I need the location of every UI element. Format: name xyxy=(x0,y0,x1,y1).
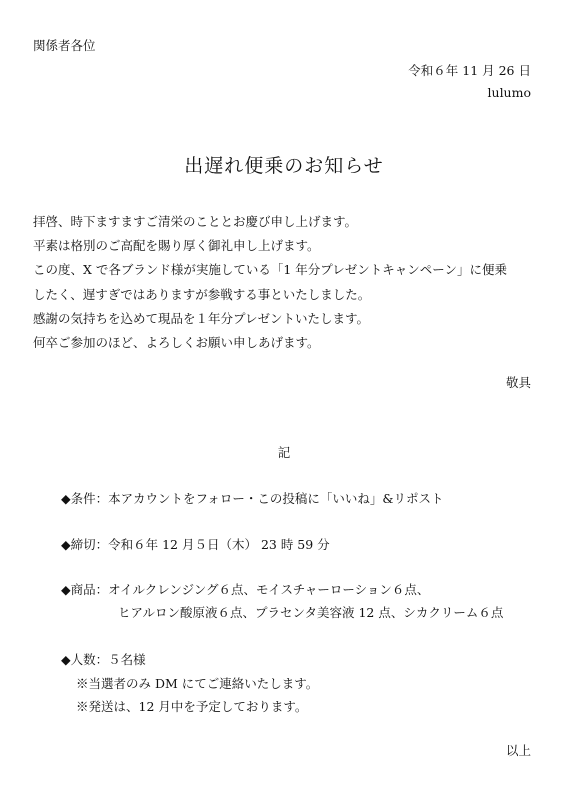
item-conditions: ◆条件：本アカウントをフォロー・この投稿に「いいね」&リポスト xyxy=(61,491,444,506)
note-shipping: ※発送は、12 月中を予定しております。 xyxy=(76,699,308,714)
item-prizes-line2: ヒアルロン酸原液６点、プラセンタ美容液 12 点、シカクリーム６点 xyxy=(118,605,504,620)
body-line: この度、X で各ブランド様が実施している「1 年分プレゼントキャンペーン」に便乗 xyxy=(33,262,508,278)
letter-title: 出遅れ便乗のお知らせ xyxy=(184,155,384,177)
body-line: 感謝の気持ちを込めて現品を１年分プレゼントいたします。 xyxy=(33,310,370,326)
item-deadline: ◆締切：令和６年 12 月５日（木） 23 時 59 分 xyxy=(61,537,330,552)
closing-keigu: 敬具 xyxy=(505,375,531,390)
item-prizes-line1: ◆商品：オイルクレンジング６点、モイスチャーローション６点、 xyxy=(61,582,430,597)
body-line: 何卒ご参加のほど、よろしくお願い申しあげます。 xyxy=(33,334,320,350)
body-line: 拝啓、時下ますますご清栄のこととお慶び申し上げます。 xyxy=(33,214,358,229)
letter-body xyxy=(33,210,538,355)
item-people: ◆人数：５名様 xyxy=(61,652,146,667)
note-winners-dm: ※当選者のみ DM にてご連絡いたします。 xyxy=(76,676,319,691)
sender-name: lulumo xyxy=(487,85,531,100)
ki-heading: 記 xyxy=(277,445,291,460)
closing-ijou: 以上 xyxy=(505,743,531,758)
letter-date: 令和６年 11 月 26 日 xyxy=(408,63,531,78)
body-line: 平素は格別のご高配を賜り厚く御礼申し上げます。 xyxy=(33,238,320,254)
body-line: したく、遅すぎではありますが参戦する事といたしました。 xyxy=(33,286,371,302)
addressee: 関係者各位 xyxy=(33,38,96,53)
